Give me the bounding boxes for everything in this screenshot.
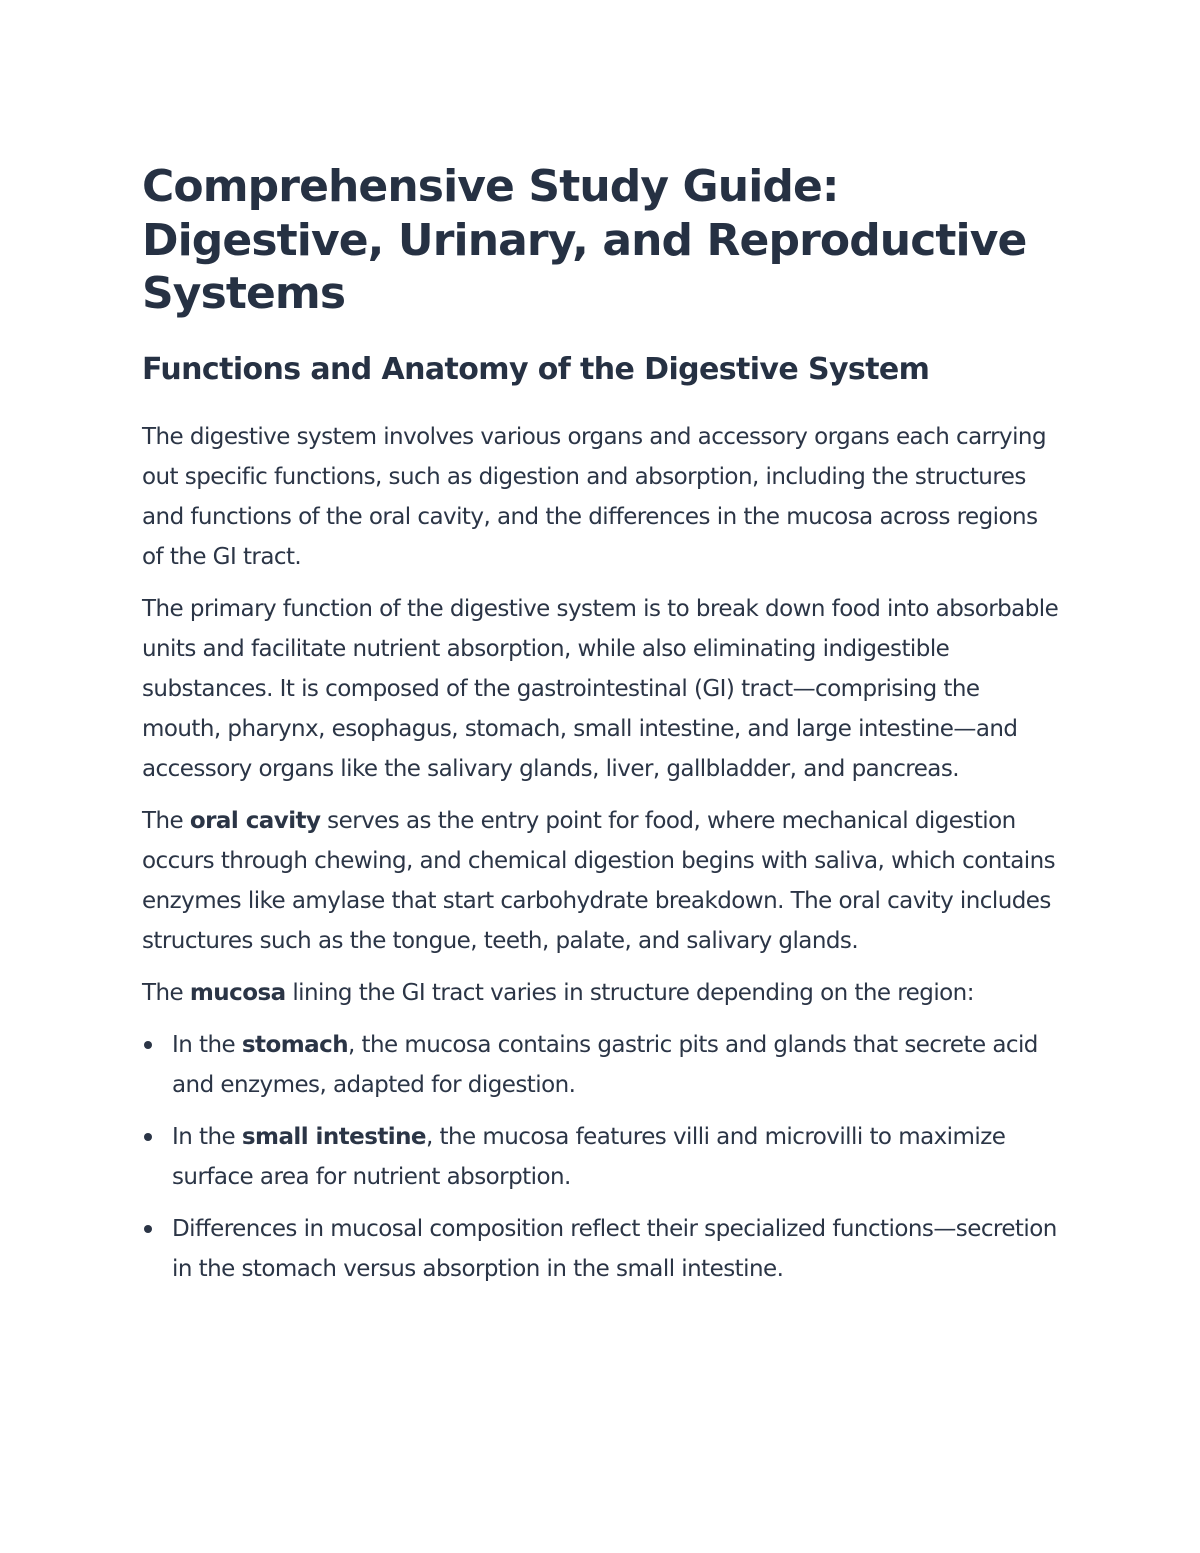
function-paragraph: The primary function of the digestive system is to break down food into absorbable units and facilitate nutrient absorption, while also eliminating indigestible substances. It is composed of the gastrointestinal (GI) tract—comprising the mouth, pharynx, esophagus, stomach, small intestine, and large intestine—and accessory organs like the salivary glands, liver, gallbladder, and pancreas. — [142, 596, 1059, 783]
mucosal-differences-text: Differences in mucosal composition reflect their specialized functions—secretion in the stomach versus absorption in the small intestine. — [172, 1216, 1057, 1283]
oral-paragraph-prefix: The — [142, 808, 190, 835]
mucosa-bullet-list — [142, 1025, 1062, 1289]
oral-cavity-paragraph — [142, 801, 1062, 961]
section-heading: Functions and Anatomy of the Digestive System — [142, 352, 930, 388]
document-page — [142, 160, 1062, 1301]
mucosa-paragraph-body: lining the GI tract varies in structure depending on the region: — [285, 980, 974, 1007]
small-intestine-text: , the mucosa features villi and microvilli to maximize surface area for nutrient absorption. — [172, 1124, 1006, 1191]
list-item-mucosal-differences — [142, 1209, 1062, 1289]
mucosa-term: mucosa — [189, 980, 286, 1007]
list-item-stomach — [142, 1025, 1062, 1105]
mucosa-paragraph-prefix: The — [142, 980, 190, 1007]
oral-cavity-term: oral cavity — [189, 808, 321, 835]
bullet-icon — [144, 1041, 152, 1049]
small-intestine-term: small intestine — [241, 1124, 426, 1151]
small-intestine-prefix: In the — [172, 1124, 242, 1151]
list-item-small-intestine — [142, 1117, 1062, 1197]
oral-paragraph-body: serves as the entry point for food, where mechanical digestion occurs through chewing, and chemical digestion begins with saliva, which contains enzymes like amylase that start carbohydrate breakdown. The oral cavity includes structures such as the tongue, teeth, palate, and salivary glands. — [142, 808, 1056, 955]
stomach-text: , the mucosa contains gastric pits and glands that secrete acid and enzymes, adapted for digestion. — [172, 1032, 1038, 1099]
stomach-prefix: In the — [172, 1032, 242, 1059]
document-title: Comprehensive Study Guide: Digestive, Urinary, and Reproductive Systems — [142, 161, 1027, 320]
intro-paragraph: The digestive system involves various organs and accessory organs each carrying out specific functions, such as digestion and absorption, including the structures and functions of the oral cavity, and the differences in the mucosa across regions of the GI tract. — [142, 424, 1047, 571]
stomach-term: stomach — [241, 1032, 349, 1059]
bullet-icon — [144, 1225, 152, 1233]
mucosa-paragraph — [142, 973, 1062, 1013]
bullet-icon — [144, 1133, 152, 1141]
